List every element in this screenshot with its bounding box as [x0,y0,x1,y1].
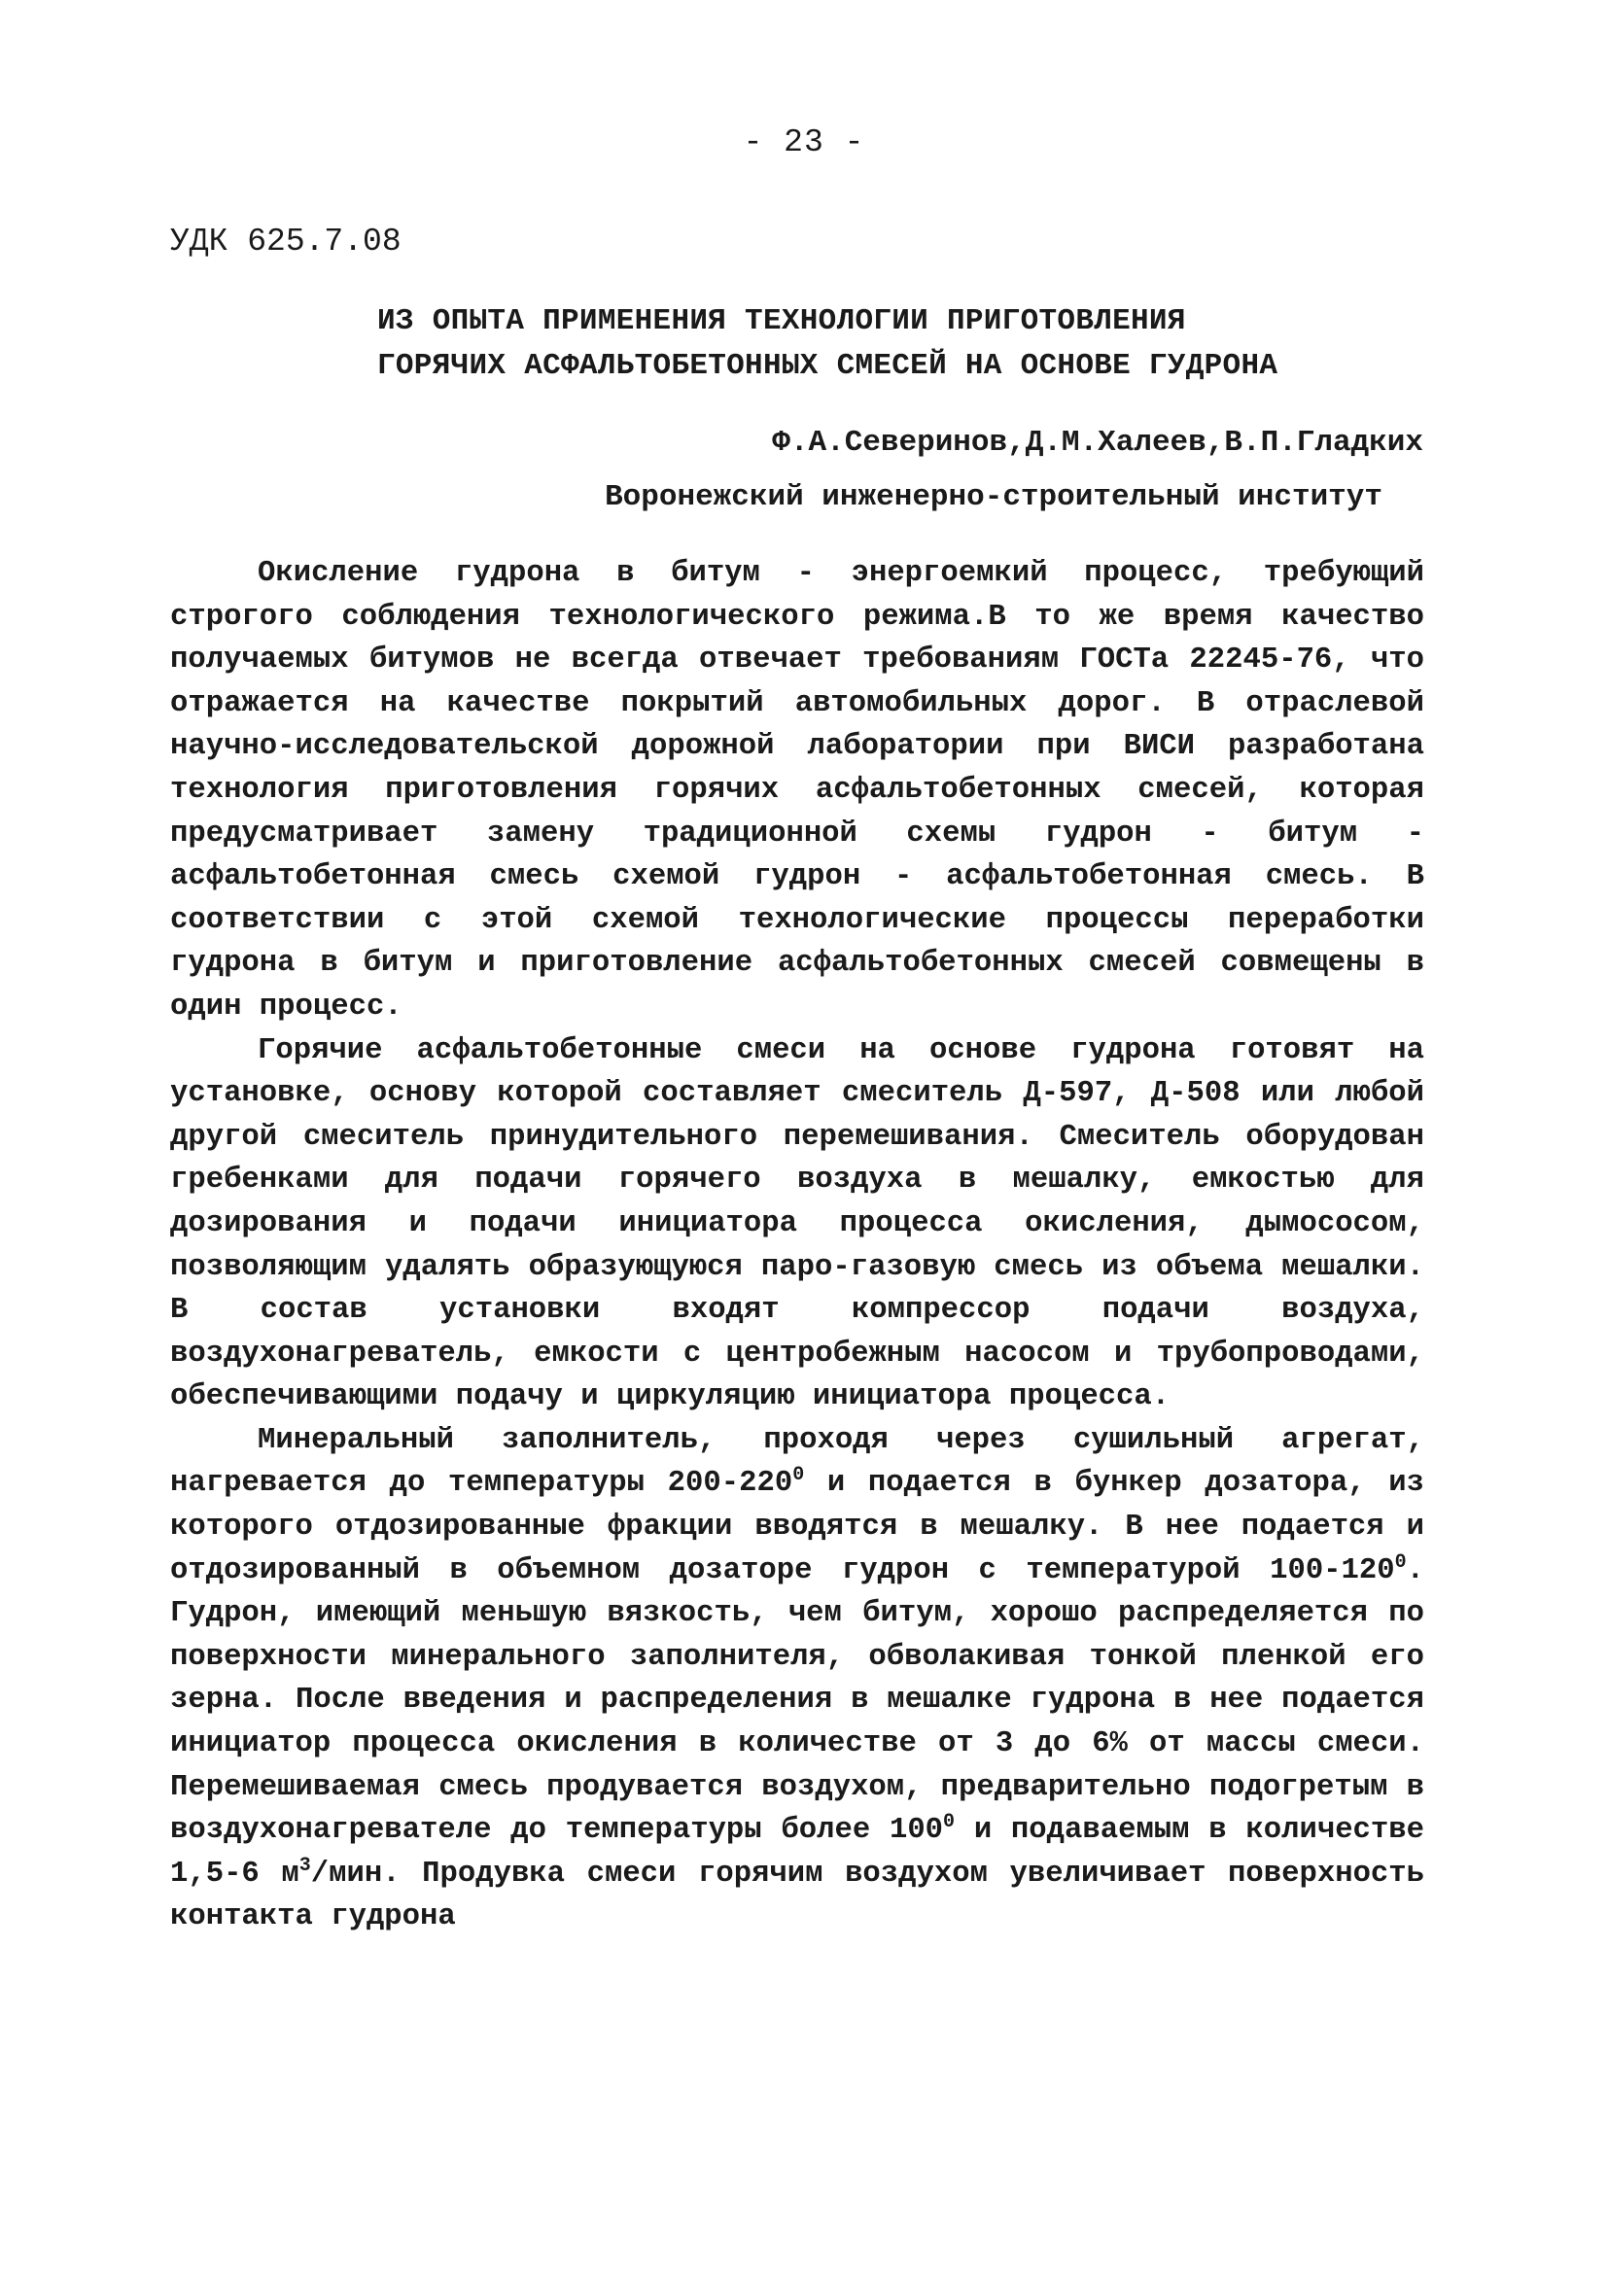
paragraph-3-part-5: /мин. Продувка смеси горячим воздухом увеличивает поверхность контакта гудрона [170,1857,1425,1934]
degree-superscript: 0 [792,1464,805,1487]
authors: Ф.А.Северинов,Д.М.Халеев,В.П.Гладких [772,426,1423,460]
article-body [170,552,1424,1939]
paragraph-3-part-4: и подаваемым в количестве 1,5-6 м [170,1814,1424,1891]
paragraph-1: Окисление гудрона в битум - энергоемкий процесс, требующий строгого соблюдения технологического режима.В то же время качество получаемых битумов не всегда отвечает требованиям ГОСТа 22245-76, что отражается на качестве покрытий автомобильных дорог. В отраслевой научно-исследовательской дорожной лаборатории при ВИСИ разработана технология приготовления горячих асфальтобетонных смесей, которая предусматривает замену традиционной схемы гудрон - битум - асфальтобетонная смесь схемой гудрон - асфальтобетонная смесь. В соответствии с этой схемой технологические процессы переработки гудрона в битум и приготовление асфальтобетонных смесей совмещены в один процесс. [170,557,1424,1024]
title-line-2: ГОРЯЧИХ АСФАЛЬТОБЕТОННЫХ СМЕСЕЙ НА ОСНОВЕ ГУДРОНА [377,349,1278,383]
article-title [377,299,1277,389]
institute: Воронежский инженерно-строительный институт [605,480,1382,514]
paragraph-3 [170,1419,1424,1939]
page-number: - 23 - [743,124,865,160]
paragraph-3-part-3: . Гудрон, имеющий меньшую вязкость, чем битум, хорошо распределяется по поверхности минерального заполнителя, обволакивая тонкой пленкой его зерна. После введения и распределения в мешалке гудрона в нее подается инициатор процесса окисления в количестве от 3 до 6% от массы смеси. Перемешиваемая смесь продувается воздухом, предварительно подогретым в воздухонагревателе до температуры более 100 [170,1553,1424,1848]
degree-superscript: 0 [943,1811,956,1834]
degree-superscript: 0 [1394,1550,1407,1574]
paragraph-3-part-1: Минеральный заполнитель, проходя через сушильный агрегат, нагревается до температуры 200-220 [170,1423,1424,1501]
udk-code: УДК 625.7.08 [170,224,402,260]
title-line-1: ИЗ ОПЫТА ПРИМЕНЕНИЯ ТЕХНОЛОГИИ ПРИГОТОВЛЕНИЯ [377,304,1186,338]
paragraph-3-part-2: и подается в бункер дозатора, из которого отдозированные фракции вводятся в мешалку. В нее подается и отдозированный в объемном дозаторе гудрон с температурой 100-120 [170,1467,1424,1587]
paragraph-2: Горячие асфальтобетонные смеси на основе гудрона готовят на установке, основу которой составляет смеситель Д-597, Д-508 или любой другой смеситель принудительного перемешивания. Смеситель оборудован гребенками для подачи горячего воздуха в мешалку, емкостью для дозирования и подачи инициатора процесса окисления, дымососом, позволяющим удалять образующуюся паро-газовую смесь из объема мешалки. В состав установки входят компрессор подачи воздуха, воздухонагреватель, емкости с центробежным насосом и трубопроводами, обеспечивающими подачу и циркуляцию инициатора процесса. [170,1033,1424,1414]
cubic-superscript: 3 [298,1854,311,1877]
